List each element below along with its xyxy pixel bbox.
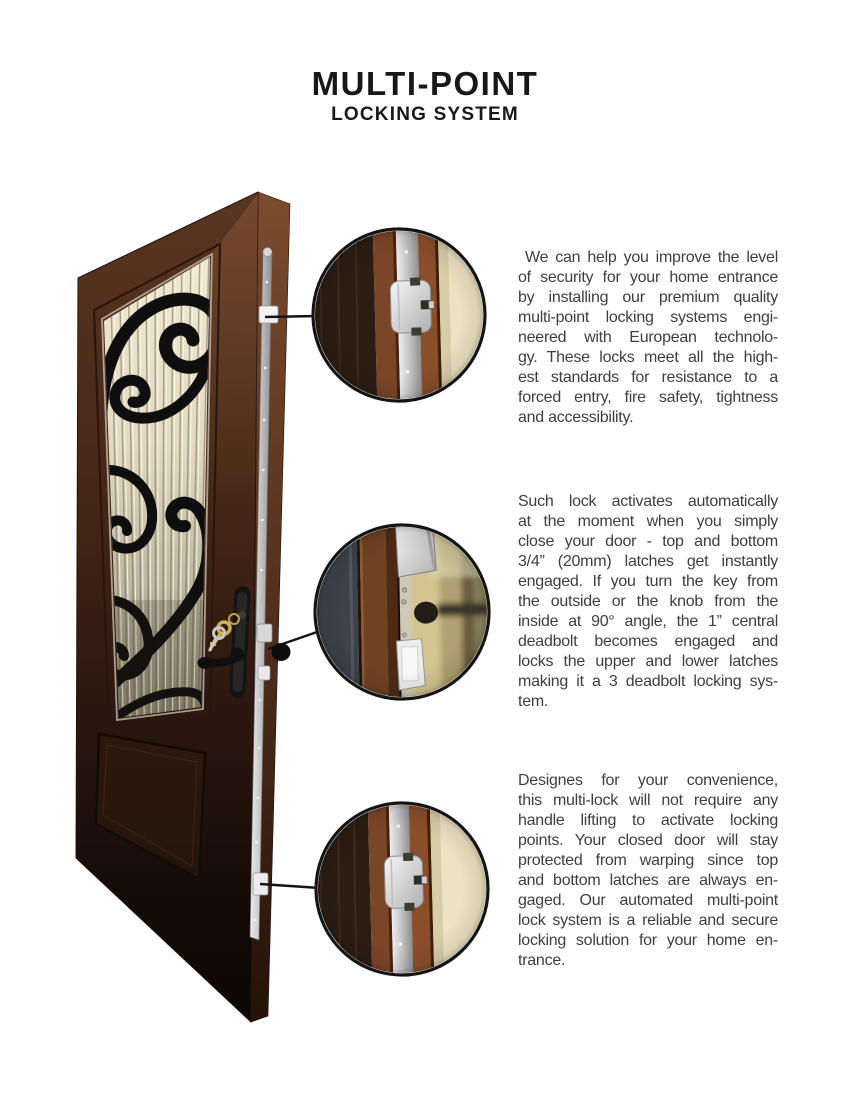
text-line: protected from warping since top <box>518 852 778 869</box>
callout-middle <box>306 514 495 713</box>
text-line: neered with European technolo- <box>518 329 778 346</box>
text-line: lock system is a reliable and secure <box>518 912 778 929</box>
text-line: this multi-lock will not require any <box>518 792 778 809</box>
text-line: engaged. If you turn the key from <box>518 573 778 590</box>
text-line: We can help you improve the level <box>518 249 779 266</box>
door <box>76 192 290 1022</box>
central-strike <box>258 666 270 680</box>
text-line: handle lifting to activate locking <box>518 812 778 829</box>
callout-top <box>298 217 508 414</box>
text-line: forced entry, fire safety, tightness <box>518 389 778 406</box>
text-line: by installing our premium quality <box>518 289 778 306</box>
text-line: and bottom latches are always en- <box>518 872 778 889</box>
text-line: locking solution for your home en- <box>518 932 778 949</box>
text-line: est standards for resistance to a <box>518 369 778 386</box>
text-line: deadbolt becomes engaged and <box>518 633 778 650</box>
text-line: making it a 3 deadbolt locking sys- <box>518 673 778 690</box>
callout-bottom <box>300 791 505 988</box>
central-deadbolt <box>257 624 272 642</box>
paragraph-operation <box>518 492 778 712</box>
page-title: MULTI-POINT <box>311 65 539 102</box>
text-line: points. Your closed door will stay <box>518 832 778 849</box>
text-line: of security for your home entrance <box>518 269 778 286</box>
text-line: and accessibility. <box>518 409 634 426</box>
text-line: 3/4” (20mm) latches get instantly <box>518 553 778 570</box>
exterior-knob <box>272 643 291 661</box>
top-latch <box>259 306 278 323</box>
text-line: at the moment when you simply <box>518 513 778 530</box>
text-line: gy. These locks meet all the high- <box>518 349 778 366</box>
text-line: inside at 90° angle, the 1” central <box>518 613 778 630</box>
text-line: tem. <box>518 693 549 710</box>
text-line: trance. <box>518 952 566 969</box>
text-line: gaged. Our automated multi-point <box>518 892 778 909</box>
text-line: locks the upper and lower latches <box>518 653 778 670</box>
text-line: close your door - top and bottom <box>518 533 778 550</box>
text-line: multi-point locking systems engi- <box>518 309 778 326</box>
text-line: Designes for your convenience, <box>518 772 778 789</box>
text-line: the outside or the knob from the <box>518 593 778 610</box>
text-line: Such lock activates automatically <box>518 493 778 510</box>
paragraph-intro <box>518 248 778 428</box>
paragraph-convenience <box>518 771 778 971</box>
connector-top <box>265 316 317 317</box>
page-subtitle: LOCKING SYSTEM <box>331 104 519 125</box>
